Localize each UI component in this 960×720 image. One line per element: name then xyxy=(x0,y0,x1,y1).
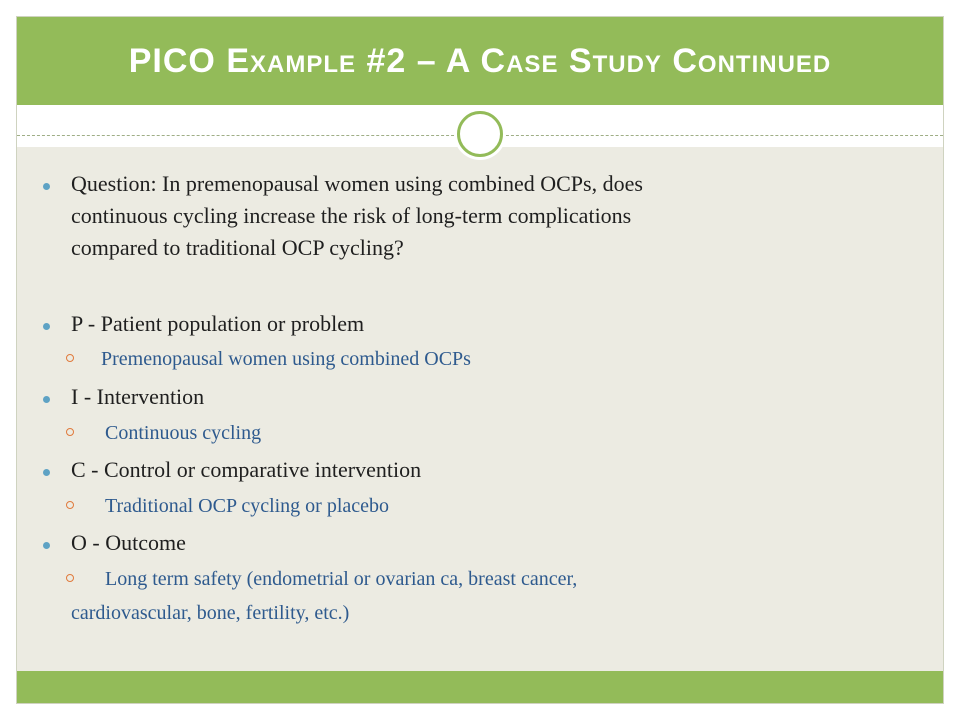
pico-i-label: I - Intervention xyxy=(71,384,205,409)
bullet-icon xyxy=(43,183,50,190)
bullet-icon xyxy=(43,542,50,549)
question-line-1: Question: In premenopausal women using combined OCPs, does xyxy=(71,171,643,196)
pico-o-detail: Long term safety (endometrial or ovarian ca, breast cancer, xyxy=(105,568,578,590)
footer-bar xyxy=(17,671,943,703)
pico-c-label: C - Control or comparative intervention xyxy=(71,457,422,482)
pico-c-detail: Traditional OCP cycling or placebo xyxy=(105,495,390,517)
pico-p-detail: Premenopausal women using combined OCPs xyxy=(101,348,471,370)
sub-bullet-icon xyxy=(66,428,74,436)
pico-o-label: O - Outcome xyxy=(71,530,186,555)
pico-i-detail: Continuous cycling xyxy=(105,422,262,444)
sub-bullet-icon xyxy=(66,501,74,509)
slide xyxy=(16,16,944,704)
question-line-2: continuous cycling increase the risk of long-term complications xyxy=(71,203,632,228)
pico-p-label: P - Patient population or problem xyxy=(71,311,365,336)
slide-title: PICO Example #2 – A Case Study Continued xyxy=(128,41,832,80)
slide-content xyxy=(17,17,943,703)
sub-bullet-icon xyxy=(66,574,74,582)
question-line-3: compared to traditional OCP cycling? xyxy=(71,235,404,260)
bullet-icon xyxy=(43,469,50,476)
bullet-icon xyxy=(43,396,50,403)
sub-bullet-icon xyxy=(66,354,74,362)
bullet-icon xyxy=(43,323,50,330)
pico-o-detail-line-2: cardiovascular, bone, fertility, etc.) xyxy=(71,602,350,624)
